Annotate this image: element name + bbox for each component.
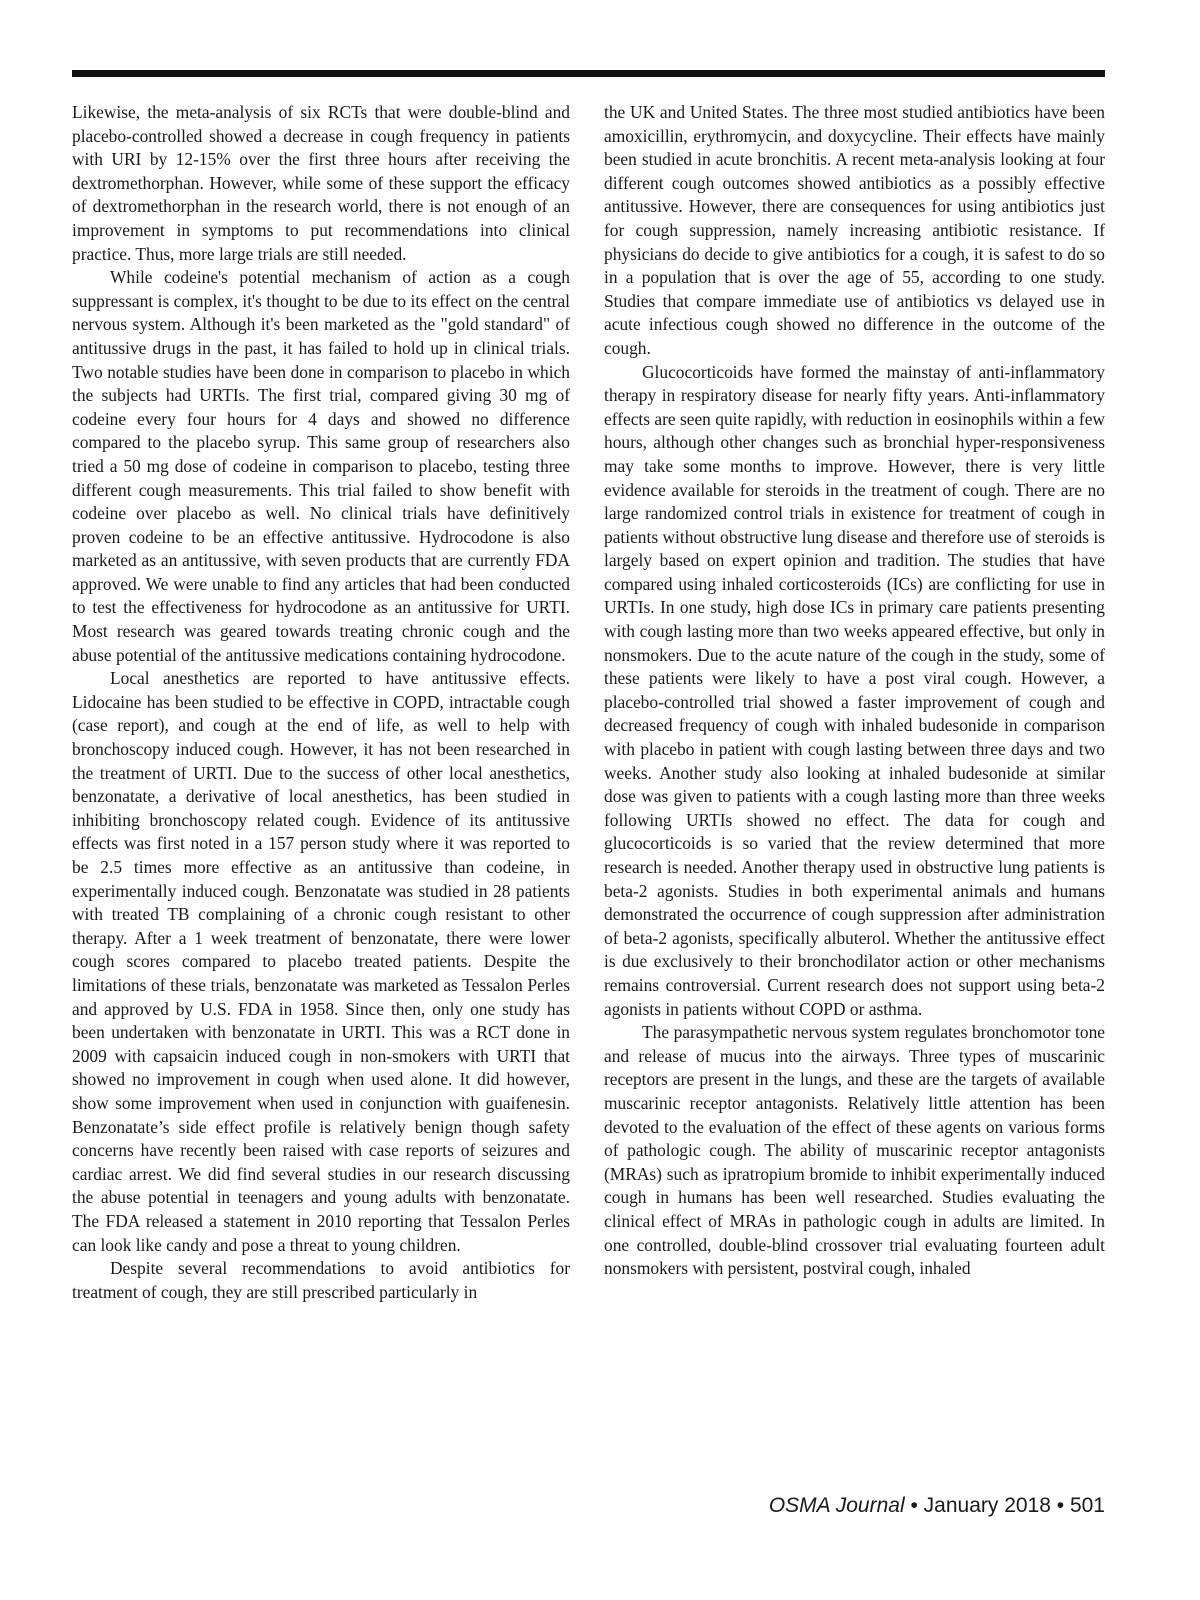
footer-page-number: 501 bbox=[1069, 1494, 1105, 1517]
paragraph-antibiotics-continued: the UK and United States. The three most studied antibiotics have been amoxicillin, erythromycin, and doxycycline. Their effects have mainly been studied in acute bronchitis. A recent meta-analysis looking at four different cough outcomes showed antibiotics as a possibly effective antitussive. However, there are consequences for using antibiotics just for cough suppression, namely increasing antibiotic resistance. If physicians do decide to give antibiotics for a cough, it is safest to do so in a population that is over the age of 55, according to one study. Studies that compare immediate use of antibiotics vs delayed use in acute infectious cough showed no difference in the outcome of the cough. bbox=[604, 102, 1105, 358]
paragraph-parasympathetic: The parasympathetic nervous system regulates bronchomotor tone and release of mucus into the airways. Three types of muscarinic receptors are present in the lungs, and these are the targets of available muscarinic receptor antagonists. Relatively little attention has been devoted to the evaluation of the effect of these agents on various forms of pathologic cough. The ability of muscarinic receptor antagonists (MRAs) such as ipratropium bromide to inhibit experimentally induced cough in humans has been well researched. Studies evaluating the clinical effect of MRAs in pathologic cough in adults are limited. In one controlled, double-blind crossover trial evaluating fourteen adult nonsmokers with persistent, postviral cough, inhaled bbox=[604, 1022, 1105, 1279]
page-footer bbox=[769, 1494, 1105, 1518]
header-rule bbox=[72, 70, 1105, 77]
paragraph-glucocorticoids: Glucocorticoids have formed the mainstay of anti-inflammatory therapy in respiratory disease for nearly fifty years. Anti-inflammatory effects are seen quite rapidly, with reduction in eosinophils within a few hours, although other changes such as bronchial hyper-responsiveness may take some months to improve. However, there is very little evidence available for steroids in the treatment of cough. There are no large randomized control trials in existence for treatment of cough in patients without obstructive lung disease and therefore use of steroids is largely based on expert opinion and tradition. The studies that have compared using inhaled corticosteroids (ICs) are conflicting for use in URTIs. In one study, high dose ICs in primary care patients presenting with cough lasting more than two weeks appeared effective, but only in nonsmokers. Due to the acute nature of the cough in the study, some of these patients were likely to have a post viral cough. However, a placebo-controlled trial showed a faster improvement of cough and decreased frequency of cough with inhaled budesonide in comparison with placebo in patient with cough lasting between three days and two weeks. Another study also looking at inhaled budesonide at similar dose was given to patients with a cough lasting more than three weeks following URTIs showed no effect. The data for cough and glucocorticoids is so varied that the review determined that more research is needed. Another therapy used in obstructive lung patients is beta-2 agonists. Studies in both experimental animals and humans demonstrated the occurrence of cough suppression after administration of beta-2 agonists, specifically albuterol. Whether the antitussive effect is due exclusively to their bronchodilator action or other mechanisms remains controversial. Current research does not support using beta-2 agonists in patients without COPD or asthma. bbox=[604, 361, 1105, 1019]
paragraph-local-anesthetics: Local anesthetics are reported to have antitussive effects. Lidocaine has been studied to be effective in COPD, intractable cough (case report), and cough at the end of life, as well to help with bronchoscopy induced cough. However, it has not been researched in the treatment of URTI. Due to the success of other local anesthetics, benzonatate, a derivative of local anesthetics, has been studied in inhibiting bronchoscopy related cough. Evidence of its antitussive effects was first noted in a 157 person study where it was reported to be 2.5 times more effective as an antitussive than codeine, in experimentally induced cough. Benzonatate was studied in 28 patients with treated TB complaining of a chronic cough resistant to other therapy. After a 1 week treatment of benzonatate, there were lower cough scores compared to placebo treated patients. Despite the limitations of these trials, benzonatate was marketed as Tessalon Perles and approved by U.S. FDA in 1958. Since then, only one study has been undertaken with benzonatate in URTI. This was a RCT done in 2009 with capsaicin induced cough in non-smokers with URTI that showed no improvement in cough when used alone. It did however, show some improvement when used in conjunction with guaifenesin. Benzonatate’s side effect profile is relatively benign though safety concerns have recently been raised with case reports of seizures and cardiac arrest. We did find several studies in our research discussing the abuse potential in teenagers and young adults with benzonatate. The FDA released a statement in 2010 reporting that Tessalon Perles can look like candy and pose a threat to young children. bbox=[72, 668, 570, 1255]
footer-separator: • bbox=[904, 1494, 924, 1517]
footer-separator: • bbox=[1050, 1494, 1070, 1517]
paragraph-antibiotics-start: Despite several recommendations to avoid antibiotics for treatment of cough, they are still prescribed particularly in bbox=[72, 1258, 570, 1302]
paragraph-dextromethorphan: Likewise, the meta-analysis of six RCTs that were double-blind and placebo-controlled showed a decrease in cough frequency in patients with URI by 12-15% over the first three hours after receiving the dextromethorphan. However, while some of these support the efficacy of dextromethorphan in the research world, there is not enough of an improvement in symptoms to put recommendations into clinical practice. Thus, more large trials are still needed. bbox=[72, 102, 570, 264]
footer-date: January 2018 bbox=[923, 1494, 1051, 1517]
left-column bbox=[72, 101, 570, 1304]
paragraph-codeine: While codeine's potential mechanism of action as a cough suppressant is complex, it's thought to be due to its effect on the central nervous system. Although it's been marketed as the "gold standard" of antitussive drugs in the past, it has failed to hold up in clinical trials. Two notable studies have been done in comparison to placebo in which the subjects had URTIs. The first trial, compared giving 30 mg of codeine every four hours for 4 days and showed no difference compared to the placebo syrup. This same group of researchers also tried a 50 mg dose of codeine in comparison to placebo, testing three different cough measurements. This trial failed to show benefit with codeine over placebo as well. No clinical trials have definitively proven codeine to be an effective antitussive. Hydrocodone is also marketed as an antitussive, with seven products that are currently FDA approved. We were unable to find any articles that had been conducted to test the effectiveness for hydrocodone as an antitussive for URTI. Most research was geared towards treating chronic cough and the abuse potential of the antitussive medications containing hydrocodone. bbox=[72, 267, 570, 665]
footer-journal-name: OSMA Journal bbox=[768, 1494, 905, 1517]
right-column bbox=[604, 101, 1105, 1281]
